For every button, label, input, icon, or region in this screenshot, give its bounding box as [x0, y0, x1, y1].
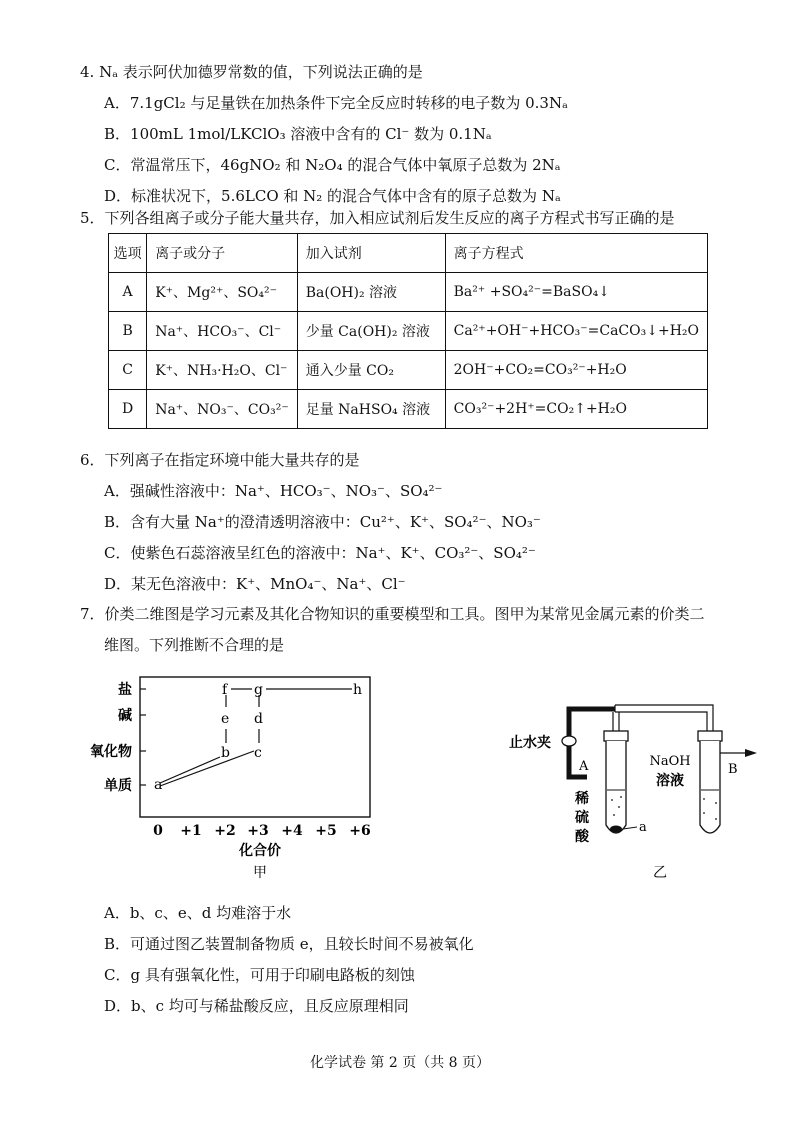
x-tick: +2 — [214, 823, 236, 839]
clamp-label: 止水夹 — [509, 735, 551, 751]
q7-option-b: B．可通过图乙装置制备物质 e，且较长时间不易被氧化 — [104, 935, 474, 953]
table-row — [109, 312, 708, 351]
table-cell: CO₃²⁻+2H⁺=CO₂↑+H₂O — [445, 390, 707, 429]
table-cell: Na⁺、HCO₃⁻、Cl⁻ — [147, 312, 298, 351]
q6-option-c: C．使紫色石蕊溶液呈红色的溶液中：Na⁺、K⁺、CO₃²⁻、SO₄²⁻ — [104, 544, 536, 562]
test-tube-left — [606, 741, 626, 833]
q4-option-d: D．标准状况下，5.6LCO 和 N₂ 的混合气体中含有的原子总数为 Nₐ — [104, 187, 561, 205]
x-axis-title: 化合价 — [239, 843, 281, 859]
table-cell: Ba(OH)₂ 溶液 — [297, 273, 445, 312]
q7-stem-line2: 维图。下列推断不合理的是 — [104, 636, 285, 654]
q6-option-b: B．含有大量 Na⁺的澄清透明溶液中：Cu²⁺、K⁺、SO₄²⁻、NO₃⁻ — [104, 513, 541, 531]
acid-label-3: 酸 — [575, 829, 589, 845]
table-header: 离子或分子 — [147, 234, 298, 273]
tube-label-b: B — [728, 762, 738, 777]
table-row — [109, 351, 708, 390]
q5-table — [108, 233, 708, 429]
q6-stem: 6．下列离子在指定环境中能大量共存的是 — [80, 451, 360, 469]
liquid-dot — [618, 806, 620, 808]
test-tube-right — [700, 741, 720, 833]
table-cell: K⁺、Mg²⁺、SO₄²⁻ — [147, 273, 298, 312]
table-cell: D — [109, 390, 147, 429]
x-tick: +1 — [180, 823, 202, 839]
arrow-right-icon — [745, 749, 757, 757]
apparatus-diagram — [495, 695, 785, 885]
naoh-label-1: NaOH — [649, 754, 691, 769]
point-b: b — [221, 745, 230, 761]
q4-stem: 4. Nₐ 表示阿伏加德罗常数的值，下列说法正确的是 — [80, 63, 423, 81]
stopper-right — [698, 731, 722, 741]
liquid-dot — [611, 799, 613, 801]
point-c: c — [254, 745, 262, 761]
figure-caption-yi: 乙 — [653, 865, 667, 881]
y-label-salt: 盐 — [118, 682, 132, 698]
q7-stem-line1: 7．价类二维图是学习元素及其化合物知识的重要模型和工具。图甲为某常见金属元素的价类二 — [80, 605, 705, 623]
y-label-element: 单质 — [104, 778, 132, 794]
liquid-dot — [613, 814, 615, 816]
table-cell: 少量 Ca(OH)₂ 溶液 — [297, 312, 445, 351]
q4-option-c: C．常温常压下，46gNO₂ 和 N₂O₄ 的混合气体中氧原子总数为 2Nₐ — [104, 156, 561, 174]
table-row — [109, 273, 708, 312]
page-footer: 化学试卷 第 2 页（共 8 页） — [309, 1055, 491, 1071]
table-cell: C — [109, 351, 147, 390]
liquid-dot — [715, 802, 717, 804]
valence-class-diagram — [70, 665, 400, 885]
clamp-icon — [562, 736, 576, 746]
q7-option-a: A．b、c、e、d 均难溶于水 — [104, 904, 292, 922]
liquid-dot — [620, 796, 622, 798]
point-d: d — [254, 711, 263, 727]
link-a-b — [160, 757, 220, 783]
table-cell: 通入少量 CO₂ — [297, 351, 445, 390]
link-a-c — [160, 751, 254, 786]
x-tick: +6 — [349, 823, 371, 839]
metal-label: a — [639, 820, 647, 835]
table-header: 加入试剂 — [297, 234, 445, 273]
x-tick: +4 — [281, 823, 303, 839]
point-f: f — [222, 682, 228, 698]
acid-label-2: 硫 — [575, 810, 589, 826]
tube-label-a: A — [579, 759, 589, 774]
liquid-dot — [703, 812, 705, 814]
x-tick: +3 — [247, 823, 269, 839]
point-g: g — [254, 682, 263, 698]
q4-option-b: B．100mL 1mol/LKClO₃ 溶液中含有的 Cl⁻ 数为 0.1Nₐ — [104, 125, 492, 143]
y-label-oxide: 氧化物 — [90, 744, 132, 760]
q6-option-a: A．强碱性溶液中：Na⁺、HCO₃⁻、NO₃⁻、SO₄²⁻ — [104, 482, 443, 500]
table-cell: Na⁺、NO₃⁻、CO₃²⁻ — [147, 390, 298, 429]
q5-stem: 5．下列各组离子或分子能大量共存，加入相应试剂后发生反应的离子方程式书写正确的是 — [80, 209, 675, 227]
table-cell: Ba²⁺ +SO₄²⁻=BaSO₄↓ — [445, 273, 707, 312]
table-cell: K⁺、NH₃·H₂O、Cl⁻ — [147, 351, 298, 390]
table-header: 离子方程式 — [445, 234, 707, 273]
liquid-dot — [715, 818, 717, 820]
stopper-left — [604, 731, 628, 741]
table-cell: Ca²⁺+OH⁻+HCO₃⁻=CaCO₃↓+H₂O — [445, 312, 707, 351]
q7-option-c: C．g 具有强氧化性，可用于印刷电路板的刻蚀 — [104, 966, 415, 984]
q4-option-a: A．7.1gCl₂ 与足量铁在加热条件下完全反应时转移的电子数为 0.3Nₐ — [104, 94, 568, 112]
liquid-dot — [703, 798, 705, 800]
point-a: a — [154, 777, 163, 793]
acid-label-1: 稀 — [575, 791, 589, 807]
q7-option-d: D．b、c 均可与稀盐酸反应，且反应原理相同 — [104, 997, 409, 1015]
table-cell: B — [109, 312, 147, 351]
x-tick: +5 — [315, 823, 337, 839]
x-tick: 0 — [153, 823, 163, 839]
y-label-base: 碱 — [118, 708, 132, 724]
table-row — [109, 390, 708, 429]
figure-caption-jia: 甲 — [253, 865, 267, 881]
point-e: e — [221, 711, 230, 727]
point-h: h — [353, 682, 363, 698]
table-cell: 2OH⁻+CO₂=CO₃²⁻+H₂O — [445, 351, 707, 390]
naoh-label-2: 溶液 — [656, 773, 684, 789]
table-header-row — [109, 234, 708, 273]
metal-sample — [610, 826, 622, 833]
table-cell: 足量 NaHSO₄ 溶液 — [297, 390, 445, 429]
table-header: 选项 — [109, 234, 147, 273]
q6-option-d: D．某无色溶液中：K⁺、MnO₄⁻、Na⁺、Cl⁻ — [104, 575, 406, 593]
table-cell: A — [109, 273, 147, 312]
